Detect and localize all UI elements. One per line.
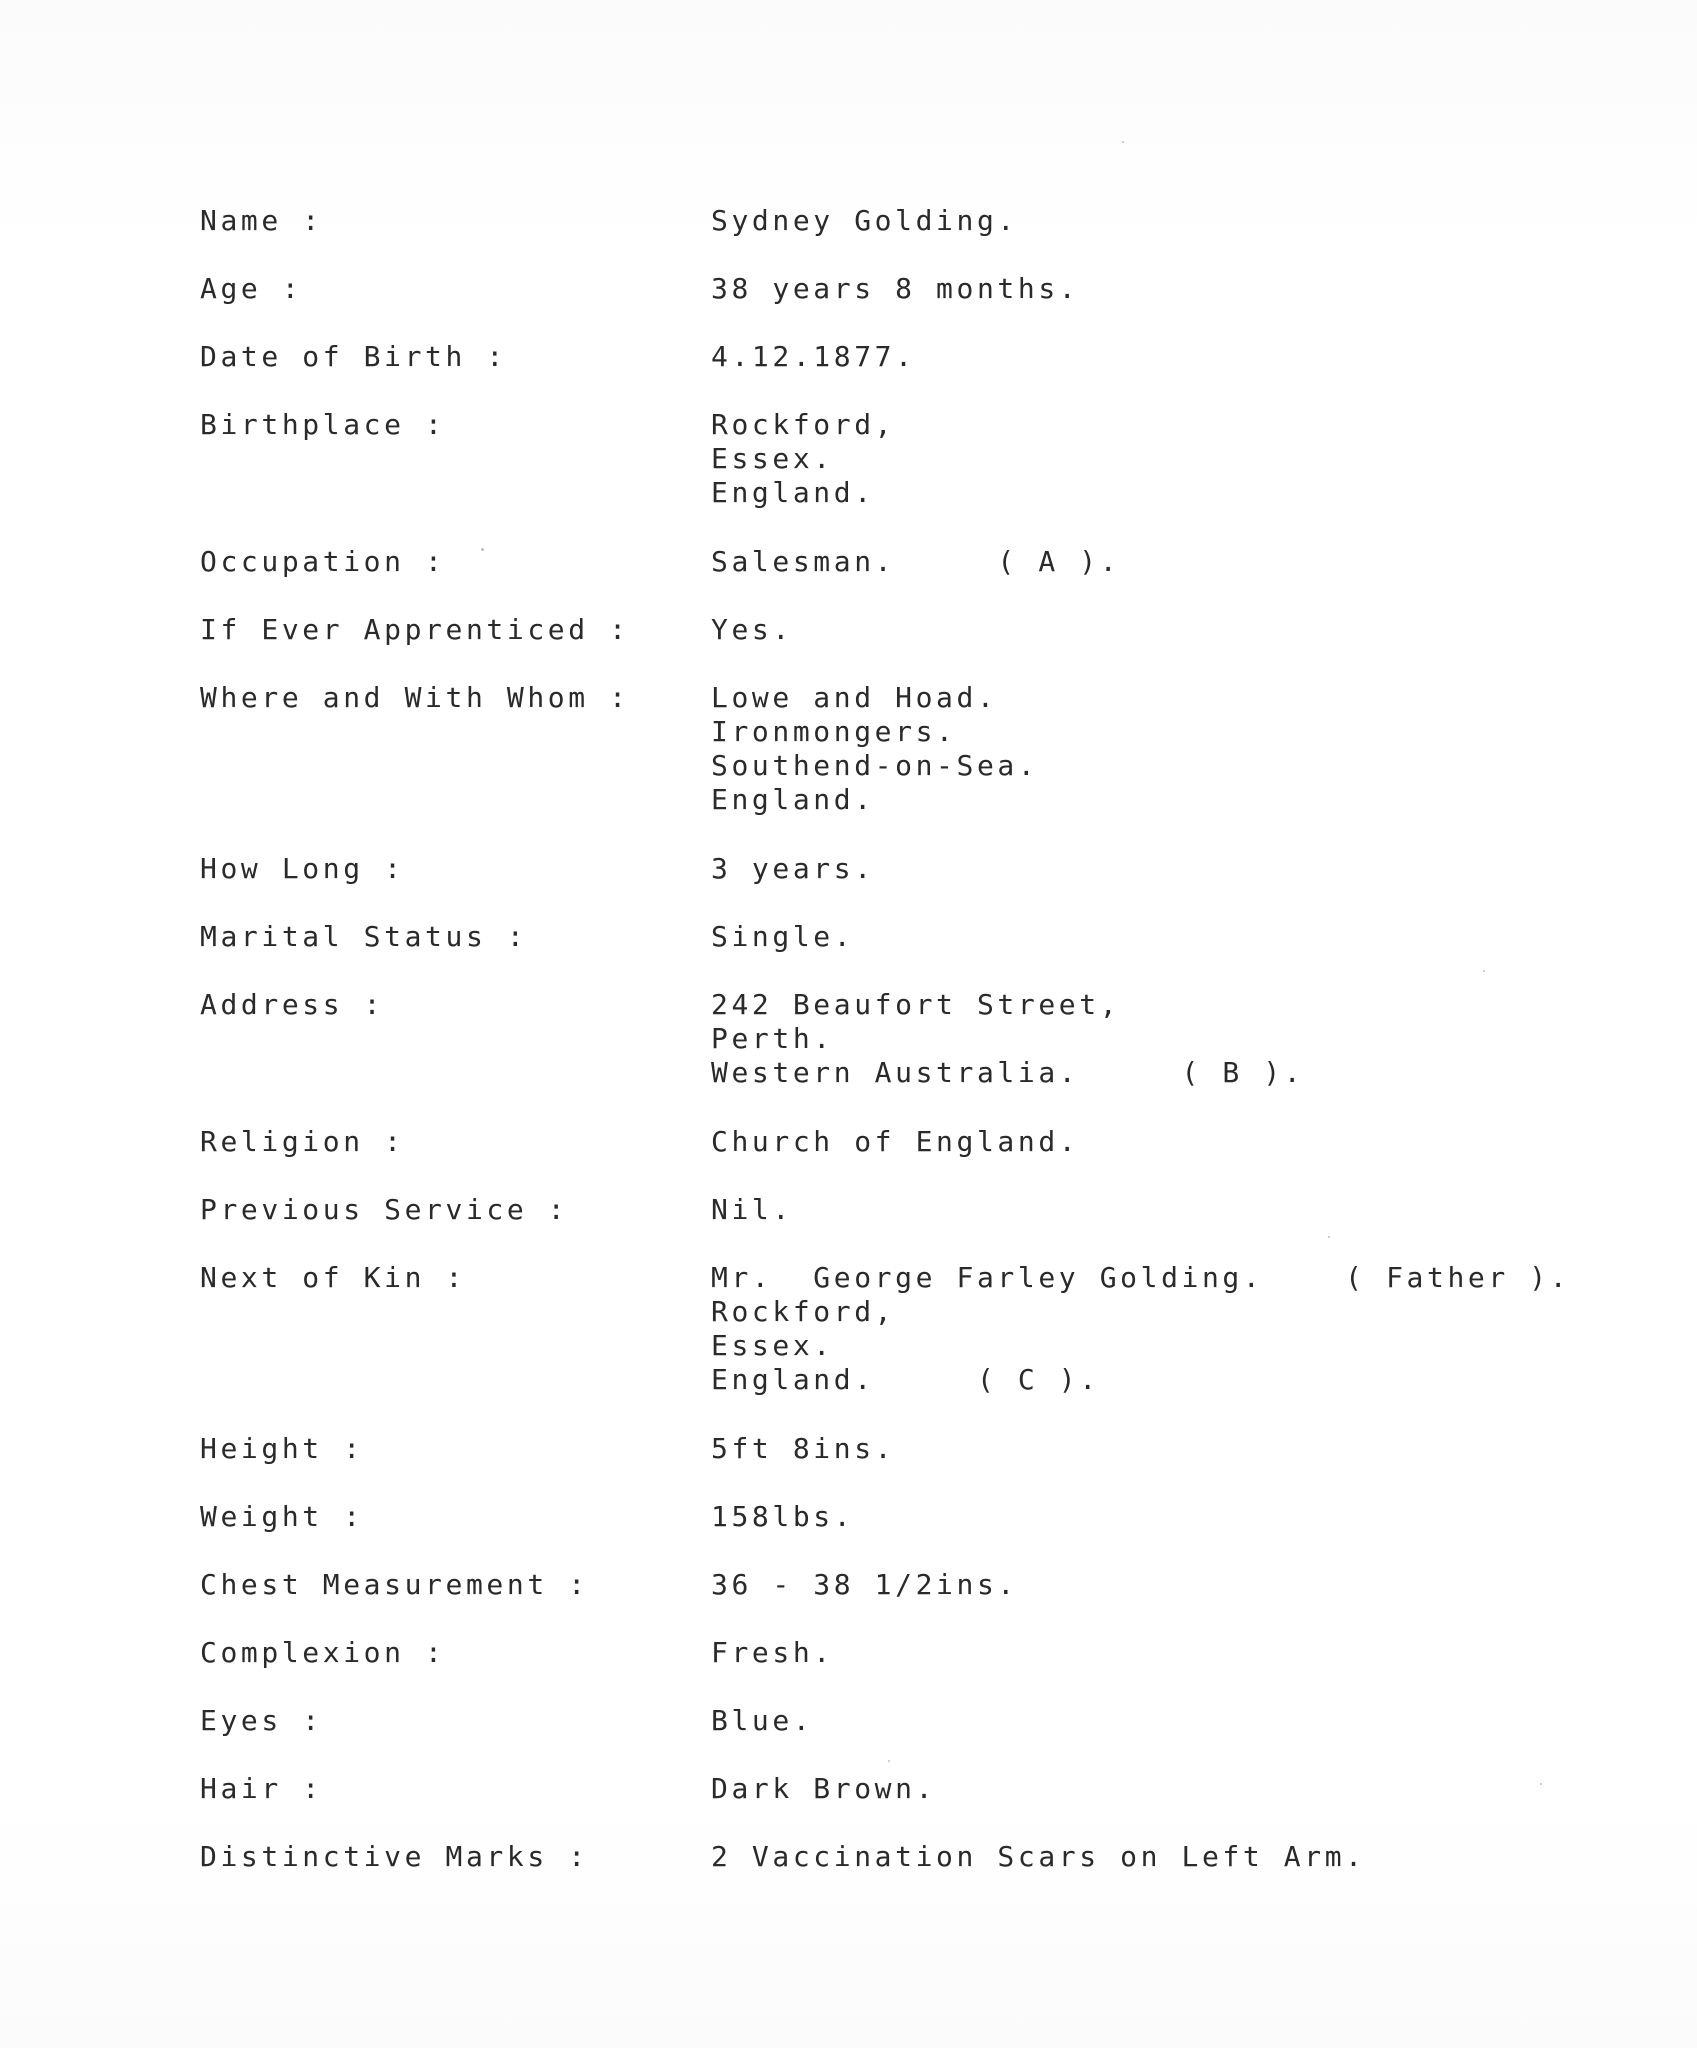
value-line: England. bbox=[711, 783, 875, 816]
row-label: Birthplace : bbox=[200, 408, 446, 441]
value-line: Yes. bbox=[711, 613, 793, 646]
row-label: Complexion : bbox=[200, 1636, 446, 1669]
row-value bbox=[711, 1568, 1671, 1602]
row-value bbox=[711, 1772, 1671, 1806]
row-value bbox=[711, 340, 1671, 374]
value-line: Salesman. ( A ). bbox=[711, 545, 1121, 578]
value-line: 2 Vaccination Scars on Left Arm. bbox=[711, 1840, 1366, 1873]
value-line: Church of England. bbox=[711, 1125, 1080, 1158]
value-line: Western Australia. ( B ). bbox=[711, 1056, 1305, 1089]
row-value bbox=[711, 988, 1671, 1090]
row-label: Eyes : bbox=[200, 1704, 323, 1737]
row-value bbox=[711, 408, 1671, 510]
row-label: If Ever Apprenticed : bbox=[200, 613, 630, 646]
value-line: Nil. bbox=[711, 1193, 793, 1226]
value-line: 3 years. bbox=[711, 852, 875, 885]
row-value bbox=[711, 545, 1671, 579]
row-value bbox=[711, 920, 1671, 954]
value-line: Rockford, bbox=[711, 1295, 896, 1328]
scan-speck bbox=[888, 1760, 890, 1762]
value-line: 5ft 8ins. bbox=[711, 1432, 896, 1465]
row-label: Distinctive Marks : bbox=[200, 1840, 589, 1873]
row-label: Where and With Whom : bbox=[200, 681, 630, 714]
row-label: Name : bbox=[200, 204, 323, 237]
scan-speck bbox=[1328, 1236, 1330, 1238]
value-line: 158lbs. bbox=[711, 1500, 855, 1533]
value-line: England. bbox=[711, 476, 875, 509]
row-label: Previous Service : bbox=[200, 1193, 569, 1226]
value-line: Ironmongers. bbox=[711, 715, 957, 748]
value-line: Southend-on-Sea. bbox=[711, 749, 1039, 782]
row-label: Next of Kin : bbox=[200, 1261, 466, 1294]
value-line: 242 Beaufort Street, bbox=[711, 988, 1121, 1021]
value-line: 4.12.1877. bbox=[711, 340, 916, 373]
value-line: Lowe and Hoad. bbox=[711, 681, 998, 714]
row-value bbox=[711, 1261, 1671, 1397]
row-value bbox=[711, 613, 1671, 647]
row-label: Hair : bbox=[200, 1772, 323, 1805]
row-label: Date of Birth : bbox=[200, 340, 507, 373]
value-line: Essex. bbox=[711, 442, 834, 475]
value-line: England. ( C ). bbox=[711, 1363, 1100, 1396]
row-label: How Long : bbox=[200, 852, 405, 885]
row-label: Occupation : bbox=[200, 545, 446, 578]
value-line: Perth. bbox=[711, 1022, 834, 1055]
row-value bbox=[711, 1704, 1671, 1738]
value-line: Single. bbox=[711, 920, 855, 953]
row-value bbox=[711, 852, 1671, 886]
row-label: Marital Status : bbox=[200, 920, 528, 953]
row-label: Age : bbox=[200, 272, 303, 305]
value-line: Essex. bbox=[711, 1329, 834, 1362]
scan-speck bbox=[1483, 970, 1485, 972]
scan-speck bbox=[1122, 141, 1124, 143]
value-line: Fresh. bbox=[711, 1636, 834, 1669]
row-value bbox=[711, 1500, 1671, 1534]
row-label: Address : bbox=[200, 988, 385, 1021]
row-value bbox=[711, 1840, 1671, 1874]
row-label: Height : bbox=[200, 1432, 364, 1465]
row-label: Weight : bbox=[200, 1500, 364, 1533]
row-value bbox=[711, 1193, 1671, 1227]
value-line: Rockford, bbox=[711, 408, 896, 441]
value-line: 36 - 38 1/2ins. bbox=[711, 1568, 1018, 1601]
row-value bbox=[711, 1125, 1671, 1159]
row-value bbox=[711, 1636, 1671, 1670]
row-value bbox=[711, 1432, 1671, 1466]
value-line: Blue. bbox=[711, 1704, 814, 1737]
value-line: 38 years 8 months. bbox=[711, 272, 1080, 305]
value-line: Mr. George Farley Golding. ( Father ). bbox=[711, 1261, 1571, 1294]
value-line: Dark Brown. bbox=[711, 1772, 937, 1805]
row-value bbox=[711, 681, 1671, 817]
row-value bbox=[711, 204, 1671, 238]
row-value bbox=[711, 272, 1671, 306]
row-label: Chest Measurement : bbox=[200, 1568, 589, 1601]
row-label: Religion : bbox=[200, 1125, 405, 1158]
value-line: Sydney Golding. bbox=[711, 204, 1018, 237]
